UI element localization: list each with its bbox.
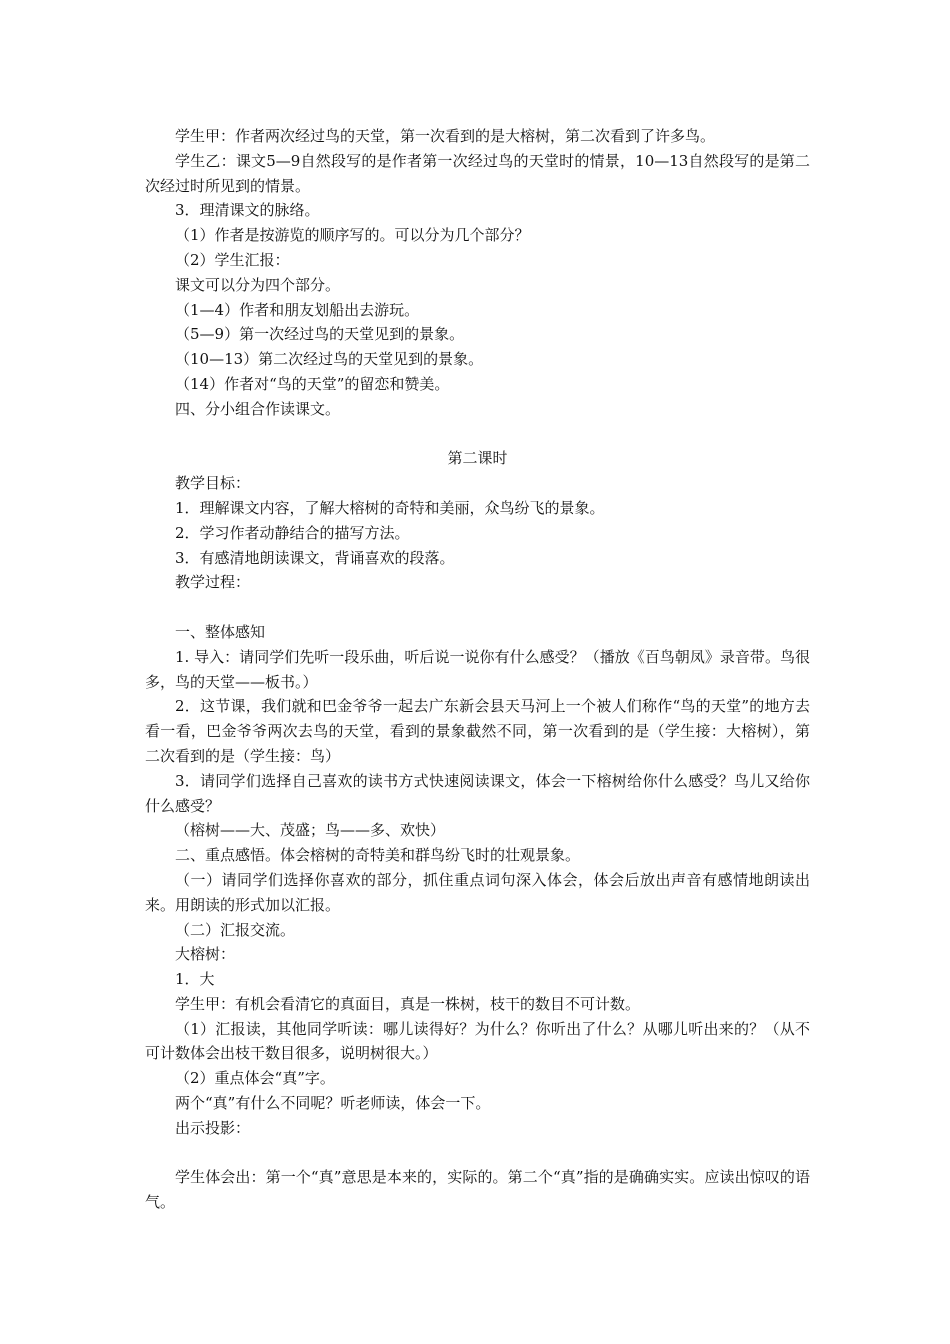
paragraph: 出示投影： (175, 1118, 251, 1137)
paragraph: 1．理解课文内容，了解大榕树的奇特和美丽，众鸟纷飞的景象。 (175, 498, 605, 517)
paragraph: 3．理清课文的脉络。 (175, 201, 320, 220)
paragraph: （2）重点体会“真”字。 (175, 1069, 335, 1088)
paragraph: 大榕树： (175, 945, 236, 964)
document-body (145, 124, 810, 1215)
paragraph: 学生乙：课文5—9自然段写的是作者第一次经过鸟的天堂时的情景，10—13自然段写的是第二次经过时所见到的情景。 (145, 151, 810, 195)
paragraph: （1—4）作者和朋友划船出去游玩。 (175, 300, 420, 319)
paragraph: 学生甲：有机会看清它的真面目，真是一株树，枝干的数目不可计数。 (175, 994, 641, 1013)
paragraph: 二、重点感悟。体会榕树的奇特美和群鸟纷飞时的壮观景象。 (175, 846, 581, 865)
paragraph: 课文可以分为四个部分。 (175, 275, 341, 294)
paragraph: 3．有感清地朗读课文，背诵喜欢的段落。 (175, 548, 455, 567)
section-heading: 第二课时 (447, 449, 508, 468)
paragraph: 两个“真”有什么不同呢？听老师读，体会一下。 (175, 1094, 491, 1113)
paragraph: 教学过程： (175, 573, 251, 592)
paragraph: 2．这节课，我们就和巴金爷爷一起去广东新会县天马河上一个被人们称作“鸟的天堂”的地方去看一看，巴金爷爷两次去鸟的天堂，看到的景象截然不同，第一次看到的是（学生接：大榕树），第二次看到的是（学生接：鸟） (145, 697, 810, 765)
paragraph: （二）汇报交流。 (175, 920, 296, 939)
paragraph: 3．请同学们选择自己喜欢的读书方式快速阅读课文，体会一下榕树给你什么感受？鸟儿又给你什么感受？ (145, 771, 810, 815)
paragraph: 学生体会出：第一个“真”意思是本来的，实际的。第二个“真”指的是确确实实。应读出惊叹的语气。 (145, 1168, 810, 1212)
blank-line (145, 1141, 810, 1166)
paragraph: （1）汇报读，其他同学听读：哪儿读得好？为什么？你听出了什么？从哪儿听出来的？（从不可计数体会出枝干数目很多，说明树很大。） (145, 1019, 810, 1063)
paragraph: （1）作者是按游览的顺序写的。可以分为几个部分？ (175, 226, 530, 245)
paragraph: 1. 导入：请同学们先听一段乐曲，听后说一说你有什么感受？（播放《百鸟朝凤》录音带。鸟很多，鸟的天堂——板书。） (145, 647, 810, 691)
blank-line (145, 595, 810, 620)
paragraph: 1．大 (175, 970, 215, 989)
paragraph: （一）请同学们选择你喜欢的部分，抓住重点词句深入体会，体会后放出声音有感情地朗读出来。用朗读的形式加以汇报。 (145, 870, 810, 914)
paragraph: （榕树——大、茂盛；鸟——多、欢快） (175, 821, 446, 840)
paragraph: 四、分小组合作读课文。 (175, 399, 341, 418)
paragraph: （5—9）第一次经过鸟的天堂见到的景象。 (175, 325, 465, 344)
blank-line (145, 422, 810, 447)
paragraph: （14）作者对“鸟的天堂”的留恋和赞美。 (175, 374, 450, 393)
paragraph: （2）学生汇报： (175, 250, 290, 269)
paragraph: 学生甲：作者两次经过鸟的天堂，第一次看到的是大榕树，第二次看到了许多鸟。 (175, 127, 716, 145)
paragraph: 一、整体感知 (175, 622, 266, 641)
paragraph: （10—13）第二次经过鸟的天堂见到的景象。 (175, 350, 484, 369)
paragraph: 2．学习作者动静结合的描写方法。 (175, 523, 410, 542)
paragraph: 教学目标： (175, 474, 251, 493)
